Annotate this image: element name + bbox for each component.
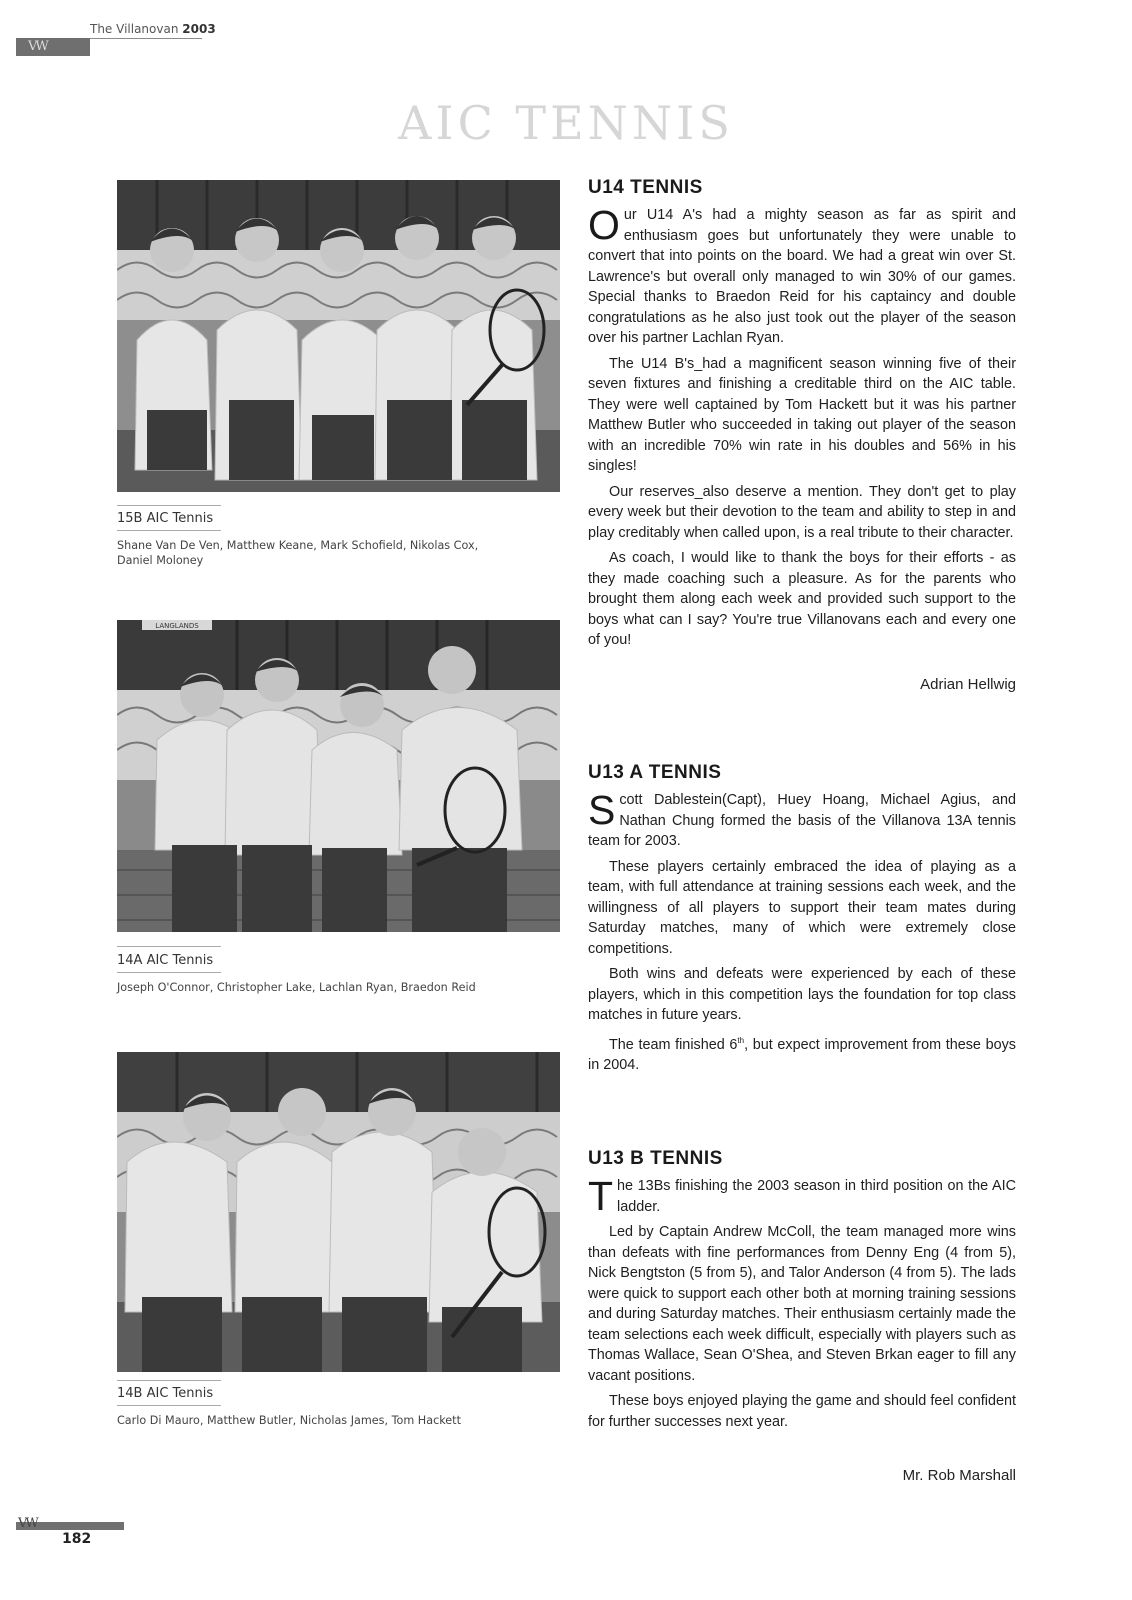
section-u13a-tennis bbox=[588, 762, 1016, 1080]
publication-title: The Villanovan 2003 bbox=[90, 22, 216, 36]
caption-rule bbox=[117, 505, 221, 506]
photo-caption-title: 14B AIC Tennis bbox=[117, 1386, 214, 1401]
caption-rule bbox=[117, 972, 221, 973]
section-heading: U14 TENNIS bbox=[588, 177, 703, 198]
photo-caption-title: 15B AIC Tennis bbox=[117, 511, 214, 526]
author-signature: Adrian Hellwig bbox=[920, 676, 1016, 693]
paragraph: The team finished 6th, but expect improvement from these boys in 2004. bbox=[588, 1035, 1017, 1073]
team-photo-14a bbox=[117, 620, 560, 932]
photo-caption-names: Carlo Di Mauro, Matthew Butler, Nicholas James, Tom Hackett bbox=[117, 1414, 461, 1427]
paragraph: As coach, I would like to thank the boys for their efforts - as they made coaching such a pleasure. As for the parents who brought them along each week and provided such support to the boys what can I say? You're true Villanovans each and every one of you! bbox=[588, 550, 1016, 648]
team-photo-14b bbox=[117, 1052, 560, 1372]
paragraph: Both wins and defeats were experienced by each of these players, which in this competition lays the foundation for top class matches in future years. bbox=[588, 966, 1016, 1023]
villanova-logo: VW bbox=[18, 1516, 37, 1531]
paragraph: These players certainly embraced the idea of playing as a team, with full attendance at training sessions each week, and the willingness of all players to support their team mates during Saturday matches, many of which were extremely close competitions. bbox=[588, 858, 1016, 957]
section-heading: U13 A TENNIS bbox=[588, 762, 722, 783]
drop-cap: T bbox=[588, 1173, 614, 1219]
drop-cap: S bbox=[588, 787, 616, 833]
paragraph: The U14 B's_had a magnificent season winning five of their seven fixtures and finishing a creditable third on the AIC table. They were well captained by Tom Hackett but it was his partner Matthew Butler who succeeded in taking out player of the season with an incredible 70% win rate in his doubles and 56% in his singles! bbox=[588, 355, 1016, 474]
page-title: AIC TENNIS bbox=[398, 96, 734, 150]
section-u14-tennis bbox=[588, 177, 1016, 656]
caption-rule bbox=[117, 946, 221, 947]
section-heading: U13 B TENNIS bbox=[588, 1148, 723, 1169]
paragraph: Led by Captain Andrew McColl, the team managed more wins than defeats with fine performances from Denny Eng (4 from 5), Nick Bengtston (5 from 5), and Talor Anderson (4 from 5). The lads were quick to support each other both at morning training sessions and during Saturday matches. Their enthusiasm certainly made the team selections each week difficult, especially with players such as Thomas Wallace, Sean O'Shea, and Steven Brkan eager to fill any vacant positions. bbox=[588, 1224, 1016, 1384]
photo-caption-names: Shane Van De Ven, Matthew Keane, Mark Schofield, Nikolas Cox, Daniel Moloney bbox=[117, 539, 479, 567]
photo-caption-names: Joseph O'Connor, Christopher Lake, Lachlan Ryan, Braedon Reid bbox=[117, 981, 476, 994]
caption-rule bbox=[117, 1405, 221, 1406]
drop-cap: O bbox=[588, 202, 620, 248]
villanova-logo: VW bbox=[28, 39, 47, 54]
building-sign: LANGLANDS bbox=[155, 622, 199, 630]
paragraph: These boys enjoyed playing the game and should feel confident for further successes next year. bbox=[588, 1393, 1016, 1430]
caption-rule bbox=[117, 1380, 221, 1381]
caption-rule bbox=[117, 530, 221, 531]
team-photo-15b bbox=[117, 180, 560, 492]
paragraph: Scott Dablestein(Capt), Huey Hoang, Michael Agius, and Nathan Chung formed the basis of the Villanova 13A tennis team for 2003. bbox=[588, 787, 1016, 849]
page-number: 182 bbox=[62, 1531, 92, 1547]
author-signature: Mr. Rob Marshall bbox=[902, 1467, 1016, 1484]
paragraph: The 13Bs finishing the 2003 season in third position on the AIC ladder. bbox=[588, 1173, 1016, 1219]
paragraph: Our U14 A's had a mighty season as far as spirit and enthusiasm goes but unfortunately they were unable to convert that into points on the board. We had a great win over St. Lawrence's but overall only managed to win 30% of our games. Special thanks to Braedon Reid for his captaincy and double congratulations as he also just took out the player of the season over his partner Lachlan Ryan. bbox=[588, 202, 1016, 346]
photo-caption-title: 14A AIC Tennis bbox=[117, 953, 214, 968]
section-u13b-tennis bbox=[588, 1148, 1016, 1437]
paragraph: Our reserves_also deserve a mention. They don't get to play every week but their devotion to the team and ability to step in and play creditably when called upon, is a real tribute to their character. bbox=[588, 483, 1016, 541]
